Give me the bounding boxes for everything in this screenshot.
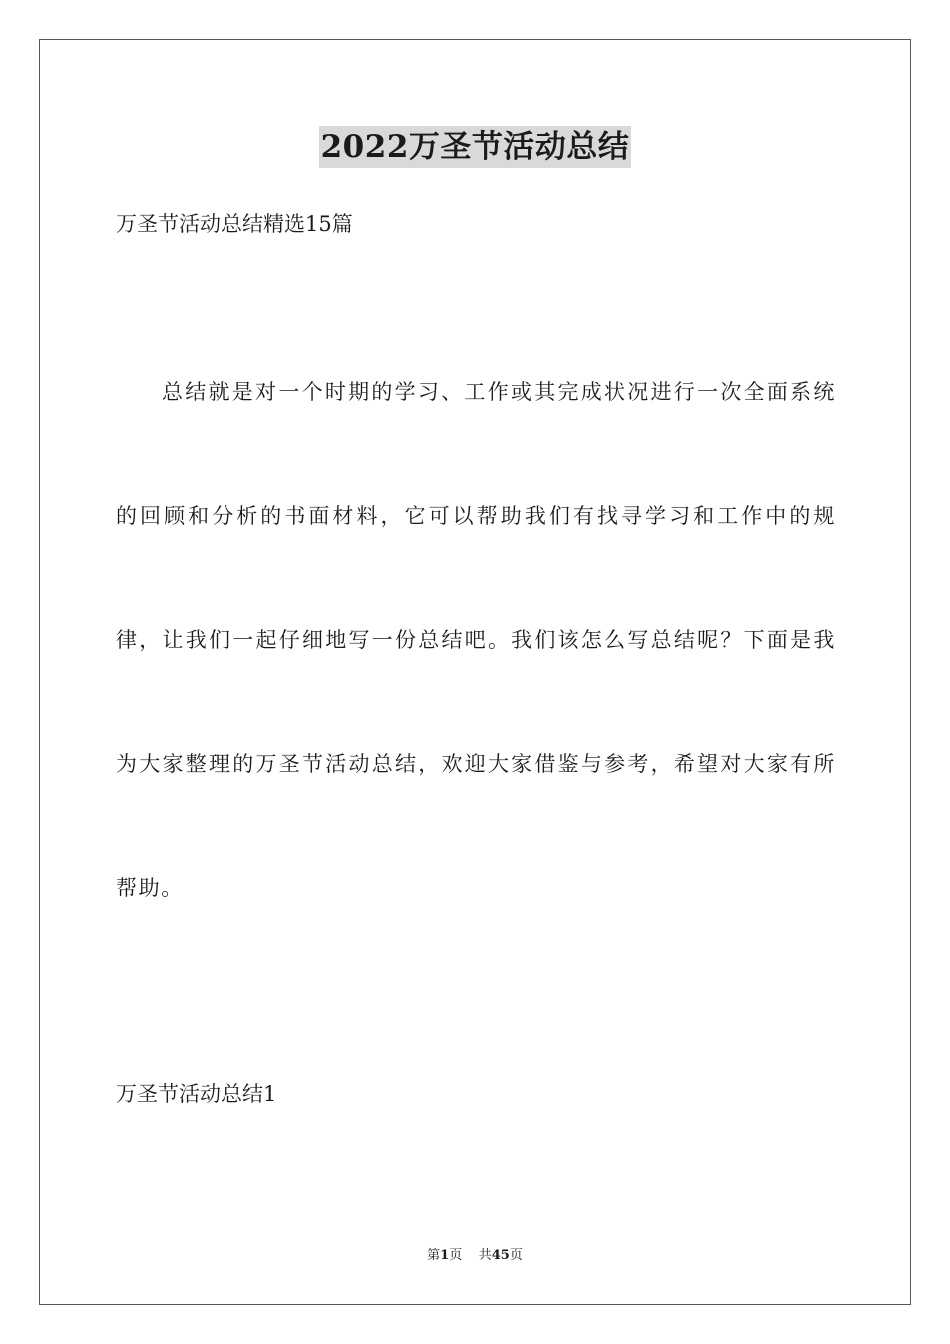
- footer-page-suffix: 页: [449, 1248, 463, 1263]
- footer-total-suffix: 页: [509, 1248, 523, 1263]
- document-title-container: [0, 126, 950, 168]
- footer-total-prefix: 共: [478, 1248, 492, 1263]
- footer-page-number: 1: [440, 1248, 450, 1263]
- section-heading: 万圣节活动总结1: [116, 1082, 277, 1106]
- document-subtitle: 万圣节活动总结精选15篇: [116, 212, 353, 236]
- footer-page-prefix: 第: [427, 1248, 441, 1263]
- document-title: 2022万圣节活动总结: [319, 126, 632, 168]
- footer-total-pages: 45: [491, 1248, 510, 1263]
- intro-paragraph: 总结就是对一个时期的学习、工作或其完成状况进行一次全面系统的回顾和分析的书面材料，它可以帮助我们有找寻学习和工作中的规律，让我们一起仔细地写一份总结吧。我们该怎么写总结呢？下面是我为大家整理的万圣节活动总结，欢迎大家借鉴与参考，希望对大家有所帮助。: [116, 380, 836, 900]
- page-footer: [0, 1247, 950, 1265]
